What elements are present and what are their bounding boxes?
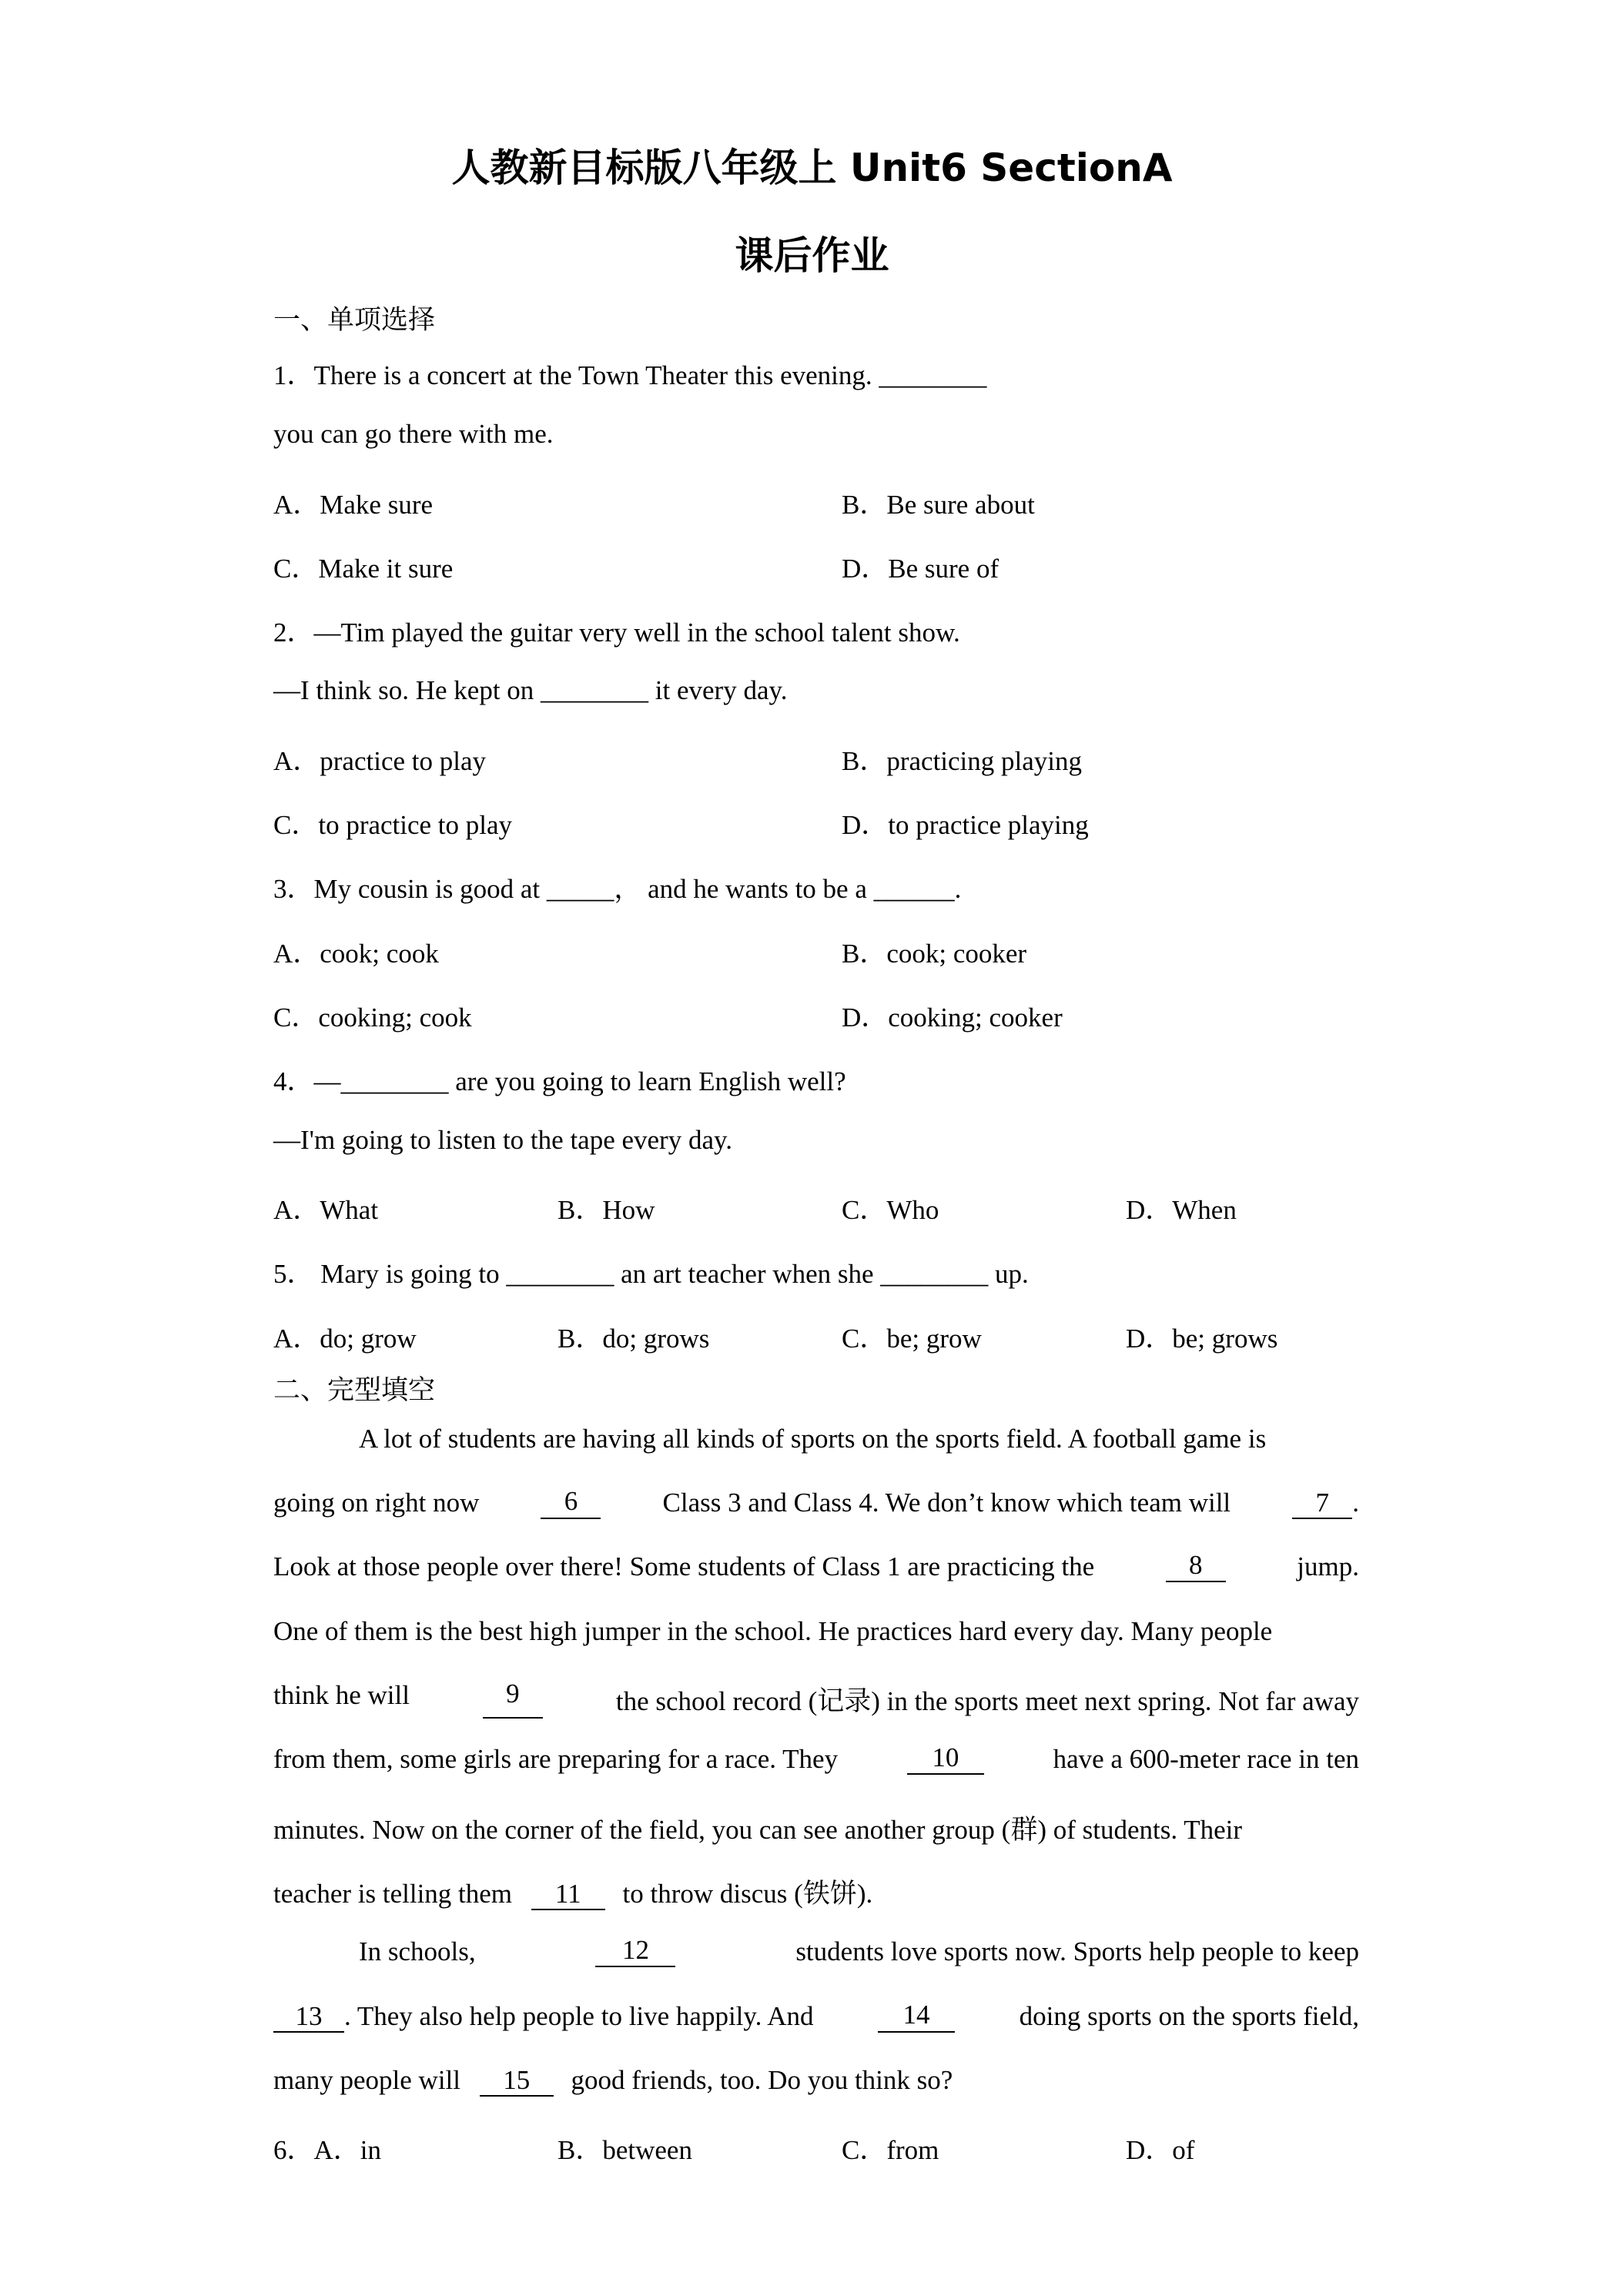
passage-line (359, 1936, 1359, 1967)
blank-6[interactable]: 6 (541, 1488, 601, 1519)
passage-text: going on right now (273, 1488, 480, 1518)
passage-text: A lot of students are having all kinds of sports on the sports field. A football game is (359, 1424, 1267, 1454)
passage-text: One of them is the best high jumper in the school. He practices hard every day. Many people (273, 1616, 1273, 1646)
q5-option-b[interactable]: B．do; grows (558, 1324, 710, 1354)
passage-text: the school record (记录) in the sports meet next spring. Not far away (615, 1686, 1359, 1716)
passage-line (273, 1551, 1359, 1582)
passage-text: In schools, (359, 1936, 476, 1966)
passage-line (273, 1616, 1359, 1647)
passage-text: students love sports now. Sports help people to keep (795, 1936, 1359, 1966)
blank-11[interactable]: 11 (531, 1880, 605, 1910)
page-title: 人教新目标版八年级上 Unit6 SectionA (451, 146, 1173, 190)
q2-option-c[interactable]: C．to practice to play (273, 810, 513, 840)
passage-text: . They also help people to live happily. And (344, 2001, 814, 2031)
q6-option-c[interactable]: C．from (842, 2135, 939, 2165)
passage-text: doing sports on the sports field, (1019, 2001, 1359, 2031)
blank-15[interactable]: 15 (480, 2067, 554, 2097)
passage-line (273, 1744, 1359, 1775)
q1-option-a[interactable]: A．Make sure (273, 490, 434, 520)
question-4-line1: 4．—________ are you going to learn English well? (273, 1066, 846, 1096)
q2-option-a[interactable]: A．practice to play (273, 746, 487, 776)
q1-option-c[interactable]: C．Make it sure (273, 554, 454, 584)
q1-option-b[interactable]: B．Be sure about (842, 490, 1035, 520)
passage-line (273, 1680, 1359, 1719)
q4-option-c[interactable]: C．Who (842, 1195, 939, 1225)
passage-text: many people will (273, 2065, 461, 2095)
passage-line (273, 1873, 872, 1911)
section-heading-choice: 一、单项选择 (273, 305, 436, 336)
passage-text: . (1352, 1488, 1359, 1518)
passage-text: good friends, too. Do you think so? (571, 2065, 953, 2095)
q4-option-d[interactable]: D．When (1126, 1195, 1237, 1225)
passage-text: have a 600-meter race in ten (1053, 1744, 1359, 1774)
question-5-line1: 5． Mary is going to ________ an art teacher when she ________ up. (273, 1259, 1029, 1289)
q2-option-b[interactable]: B．practicing playing (842, 746, 1083, 776)
q6-option-d[interactable]: D．of (1126, 2135, 1195, 2165)
blank-9[interactable]: 9 (483, 1680, 543, 1719)
passage-text: to throw discus (铁饼). (622, 1879, 873, 1909)
passage-line (273, 2001, 1359, 2033)
q6-option-b[interactable]: B．between (558, 2135, 692, 2165)
passage-text: think he will (273, 1680, 410, 1710)
passage-line (273, 1809, 1359, 1847)
passage-line (273, 1488, 1359, 1519)
q4-option-a[interactable]: A．What (273, 1195, 379, 1225)
passage-text: from them, some girls are preparing for a race. They (273, 1744, 839, 1774)
passage-text: teacher is telling them (273, 1879, 513, 1909)
passage-text: jump. (1297, 1551, 1359, 1581)
question-2-line1: 2．—Tim played the guitar very well in the school talent show. (273, 618, 960, 648)
q6-option-a[interactable]: 6．A．in (273, 2135, 382, 2165)
blank-13[interactable]: 13 (273, 2003, 344, 2033)
q5-option-c[interactable]: C．be; grow (842, 1324, 982, 1354)
blank-8[interactable]: 8 (1166, 1551, 1226, 1582)
q3-option-a[interactable]: A．cook; cook (273, 939, 439, 969)
q1-option-d[interactable]: D．Be sure of (842, 554, 1000, 584)
q5-option-d[interactable]: D．be; grows (1126, 1324, 1278, 1354)
q2-option-d[interactable]: D．to practice playing (842, 810, 1089, 840)
question-3-line1: 3．My cousin is good at _____， and he wants to be a ______. (273, 874, 962, 904)
blank-10[interactable]: 10 (907, 1744, 984, 1775)
passage-text: Class 3 and Class 4. We don’t know which team will (662, 1488, 1231, 1518)
passage-text: minutes. Now on the corner of the field, you can see another group (群) of students. Their (273, 1815, 1243, 1845)
blank-7[interactable]: 7 (1292, 1489, 1352, 1519)
passage-line (273, 2065, 953, 2097)
question-4-line2: —I'm going to listen to the tape every day. (273, 1125, 732, 1155)
passage-text: Look at those people over there! Some students of Class 1 are practicing the (273, 1551, 1095, 1581)
question-1-line2: you can go there with me. (273, 419, 554, 449)
passage-line (359, 1424, 1359, 1454)
page-subtitle: 课后作业 (735, 233, 889, 278)
q5-option-a[interactable]: A．do; grow (273, 1324, 417, 1354)
q4-option-b[interactable]: B．How (558, 1195, 655, 1225)
blank-12[interactable]: 12 (595, 1936, 675, 1967)
blank-14[interactable]: 14 (878, 2001, 955, 2033)
q3-option-c[interactable]: C．cooking; cook (273, 1002, 472, 1033)
q3-option-b[interactable]: B．cook; cooker (842, 939, 1027, 969)
question-2-line2: —I think so. He kept on ________ it every day. (273, 675, 788, 705)
section-heading-cloze: 二、完型填空 (273, 1375, 436, 1406)
q3-option-d[interactable]: D．cooking; cooker (842, 1002, 1063, 1033)
question-1-line1: 1．There is a concert at the Town Theater this evening. ________ (273, 360, 987, 390)
